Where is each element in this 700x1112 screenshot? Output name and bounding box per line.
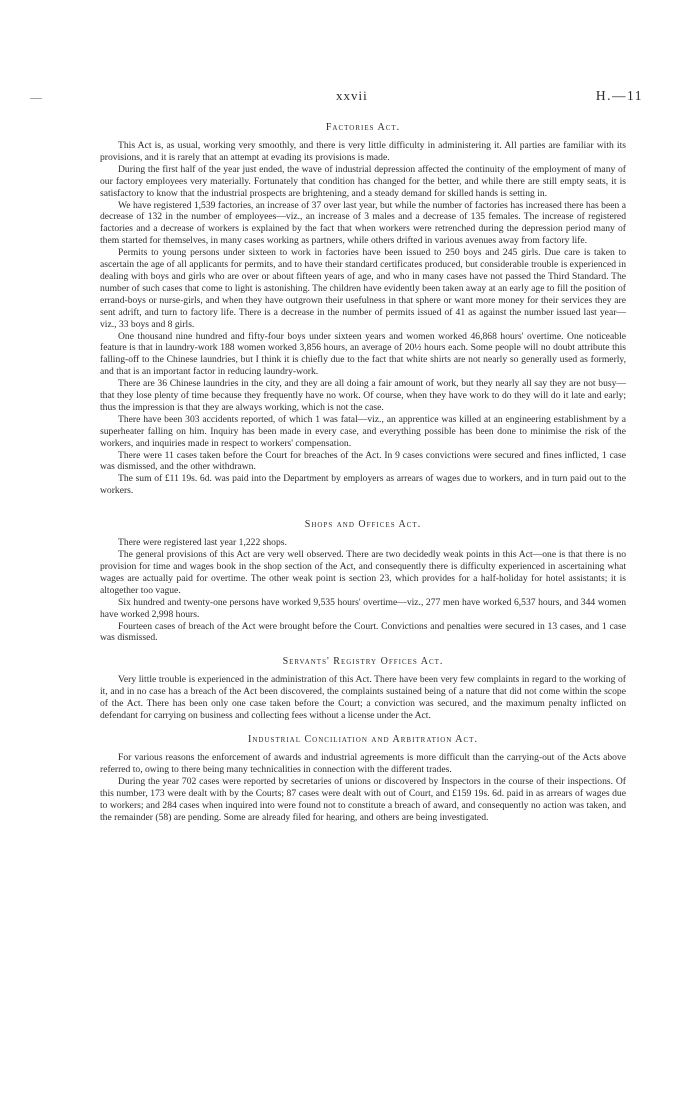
paragraph: During the first half of the year just ended, the wave of industrial depression affected the continuity of the employment of many of our factory employees very materially. Fortunately that condition has changed for the better, and while there are still empty seats, it is satisfactory to know that the industrial prospects are brightening, and a steady demand for skilled hands is setting in.: [100, 163, 626, 199]
paragraph: There were registered last year 1,222 shops.: [118, 537, 287, 549]
section-title: Factories Act.: [325, 122, 401, 133]
paragraph: During the year 702 cases were reported by secretaries of unions or discovered by Inspectors in the course of their inspections. Of this number, 173 were dealt with by the Courts; 87 cases were dealt with out of Court, and £159 19s. 6d. paid in as arrears of wages due to workers; and 284 cases when inquired into were found not to constitute a breach of award, and consequently no action was taken, and the remainder (58) are pending. Some are already filed for hearing, and others are being investigated.: [100, 775, 626, 823]
section-spacer: [100, 497, 626, 507]
section-title: Industrial Conciliation and Arbitration Act.: [248, 733, 478, 745]
paragraph: Permits to young persons under sixteen to work in factories have been issued to 250 boys and 245 girls. Due care is taken to ascertain the age of all applicants for permits, and to have their standard certificates produced, but considerable trouble is experienced in dealing with boys and girls who are over or about fifteen years of age, and who in many cases have not passed the Third Standard. The number of such cases that come to light is astonishing. The children have evidently been taken away at an early age to fill the position of errand-boys or nurse-girls, and when they have outgrown their usefulness in that sphere or want more money for their services they are sent adrift, and turn to factory life. There is a decrease in the number of permits issued of 41 as against the number issued last year—viz., 33 boys and 8 girls.: [100, 247, 626, 330]
section-factories-act: [100, 122, 626, 497]
page-header: [0, 88, 700, 110]
section-title: Servants' Registry Offices Act.: [282, 656, 444, 668]
paragraph: There are 36 Chinese laundries in the city, and they are all doing a fair amount of work, but they nearly all say they are not busy—that they lose plenty of time because they frequently have no work. Of course, when they have work to do they will do it late and early; thus the impression is that they are always working, which is not the case.: [100, 378, 626, 413]
paragraph: Very little trouble is experienced in the administration of this Act. There have been very few complaints in regard to the working of it, and in no case has a breach of the Act been discovered, the complaints sustained being of a nature that did not come within the scope of the Act. There has been only one case taken before the Court; a conviction was secured, and the maximum penalty inflicted on defendant for carrying on business and collecting fees without a license under the Act.: [100, 674, 626, 722]
section-industrial-conciliation-act: [100, 734, 626, 823]
margin-mark: —: [30, 90, 42, 104]
document-reference: H.—11: [595, 88, 643, 103]
paragraph: There were 11 cases taken before the Court for breaches of the Act. In 9 cases convictions were secured and fines inflicted, 1 case was dismissed, and the other withdrawn.: [100, 449, 626, 473]
section-shops-offices-act: [100, 519, 626, 644]
paragraph: There have been 303 accidents reported, of which 1 was fatal—viz., an apprentice was killed at an engineering establishment by a superheater falling on him. Inquiry has been made in every case, and everything possible has been done to minimise the risk of the workers, and inquiries made in respect to workers' compensation.: [100, 413, 626, 449]
section-title: Shops and Offices Act.: [304, 519, 422, 531]
page-numeral: xxvii: [336, 88, 368, 103]
paragraph: Six hundred and twenty-one persons have worked 9,535 hours' overtime—viz., 277 men have worked 6,537 hours, and 344 women have worked 2,998 hours.: [100, 596, 626, 620]
paragraph: Fourteen cases of breach of the Act were brought before the Court. Convictions and penalties were secured in 13 cases, and 1 case was dismissed.: [100, 620, 626, 644]
paragraph: The general provisions of this Act are very well observed. There are two decidedly weak points in this Act—one is that there is no provision for time and wages book in the shop section of the Act, and consequently there is difficulty experienced in ascertaining what wages are actually paid for overtime. The other weak point is section 23, which provides for a half-holiday for hotel assistants; it is altogether too vague.: [100, 549, 626, 596]
paragraph: One thousand nine hundred and fifty-four boys under sixteen years and women worked 46,868 hours' overtime. One noticeable feature is that in laundry-work 188 women worked 3,856 hours, an average of 20½ hours each. Some people will no doubt attribute this falling-off to the Chinese laundries, but I think it is chiefly due to the fact that white shirts are not nearly so generally used as formerly, and that is an important factor in reducing laundry-work.: [100, 330, 626, 378]
page-body: [100, 120, 626, 823]
paragraph: This Act is, as usual, working very smoothly, and there is very little difficulty in administering it. All parties are familiar with its provisions, and it is rarely that an attempt at evading its provisions is made.: [100, 140, 626, 163]
paragraph: We have registered 1,539 factories, an increase of 37 over last year, but while the number of factories has increased there has been a decrease of 132 in the number of employees—viz., an increase of 3 males and a decrease of 135 females. The increase of registered factories and a decrease of workers is explained by the fact that when workers were retrenched during the depression period many of them started for themselves, in many cases working as partners, while others drifted in various avenues away from factory life.: [100, 199, 626, 247]
paragraph: The sum of £11 19s. 6d. was paid into the Department by employers as arrears of wages due to workers, and in turn paid out to the workers.: [100, 473, 626, 497]
paragraph: For various reasons the enforcement of awards and industrial agreements is more difficult than the carrying-out of the Acts above referred to, owing to there being many technicalities in connection with the different trades.: [100, 751, 626, 775]
section-servants-registry-act: [100, 656, 626, 722]
